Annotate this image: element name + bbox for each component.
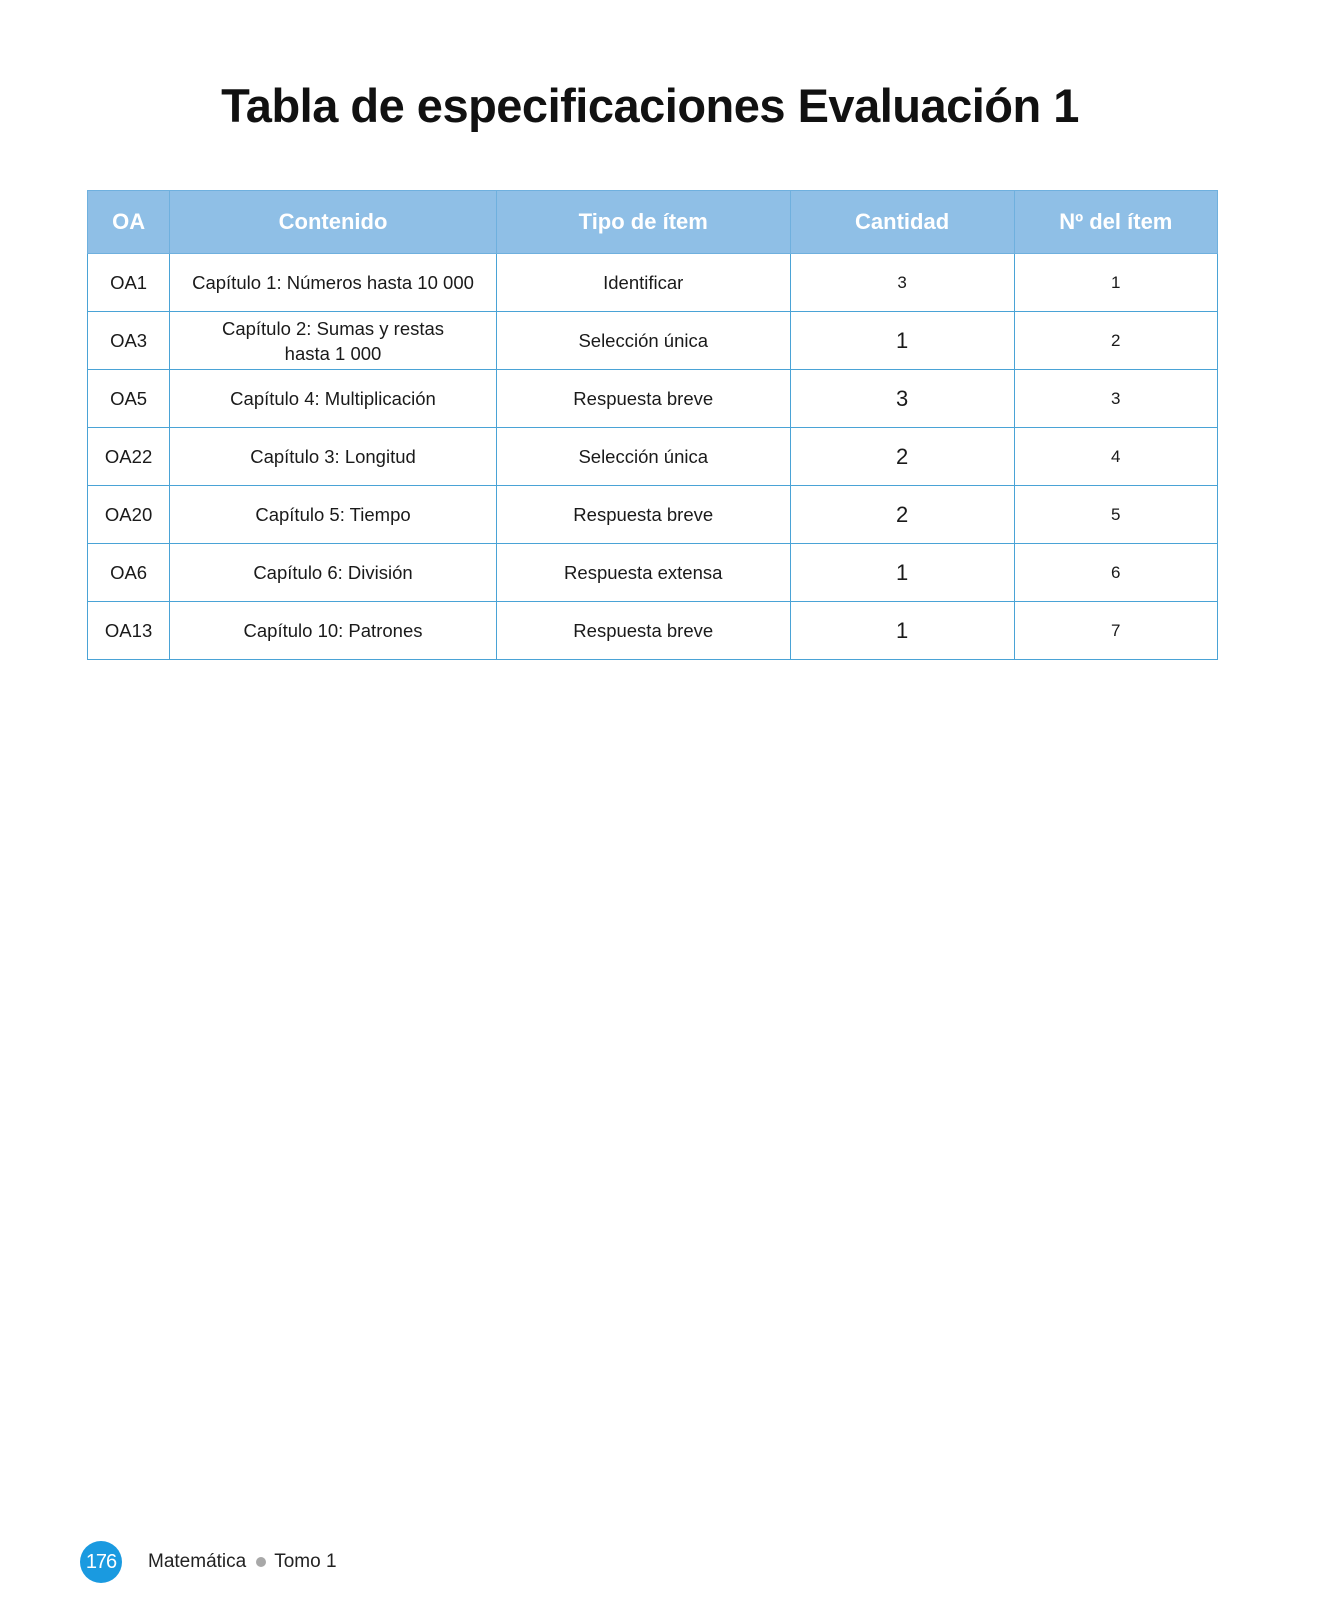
header-oa: OA bbox=[88, 191, 170, 254]
page-number-badge: 176 bbox=[80, 1541, 122, 1583]
cell-oa: OA1 bbox=[88, 254, 170, 312]
header-tipo-item: Tipo de ítem bbox=[496, 191, 790, 254]
cell-cantidad: 2 bbox=[790, 486, 1014, 544]
specifications-table bbox=[87, 190, 1218, 660]
cell-tipo: Respuesta breve bbox=[496, 486, 790, 544]
table-row bbox=[88, 486, 1218, 544]
cell-contenido: Capítulo 3: Longitud bbox=[170, 428, 497, 486]
table-row bbox=[88, 428, 1218, 486]
cell-item: 3 bbox=[1014, 370, 1217, 428]
cell-contenido: Capítulo 6: División bbox=[170, 544, 497, 602]
cell-contenido: Capítulo 10: Patrones bbox=[170, 602, 497, 660]
page-footer bbox=[80, 1541, 337, 1583]
page-title: Tabla de especificaciones Evaluación 1 bbox=[221, 79, 1079, 132]
cell-cantidad: 2 bbox=[790, 428, 1014, 486]
header-numero-item: Nº del ítem bbox=[1014, 191, 1217, 254]
cell-contenido: Capítulo 2: Sumas y restas hasta 1 000 bbox=[170, 312, 497, 370]
cell-contenido: Capítulo 5: Tiempo bbox=[170, 486, 497, 544]
cell-oa: OA20 bbox=[88, 486, 170, 544]
cell-contenido: Capítulo 4: Multiplicación bbox=[170, 370, 497, 428]
table-row bbox=[88, 602, 1218, 660]
cell-item: 1 bbox=[1014, 254, 1217, 312]
table-row bbox=[88, 254, 1218, 312]
cell-oa: OA13 bbox=[88, 602, 170, 660]
bullet-dot-icon bbox=[256, 1557, 266, 1567]
header-contenido: Contenido bbox=[170, 191, 497, 254]
cell-item: 6 bbox=[1014, 544, 1217, 602]
cell-cantidad: 1 bbox=[790, 544, 1014, 602]
table-header-row bbox=[88, 191, 1218, 254]
cell-oa: OA6 bbox=[88, 544, 170, 602]
cell-cantidad: 3 bbox=[790, 254, 1014, 312]
cell-item: 5 bbox=[1014, 486, 1217, 544]
cell-contenido: Capítulo 1: Números hasta 10 000 bbox=[170, 254, 497, 312]
cell-cantidad: 1 bbox=[790, 602, 1014, 660]
table-row bbox=[88, 312, 1218, 370]
cell-oa: OA3 bbox=[88, 312, 170, 370]
cell-cantidad: 3 bbox=[790, 370, 1014, 428]
cell-oa: OA22 bbox=[88, 428, 170, 486]
cell-item: 4 bbox=[1014, 428, 1217, 486]
cell-cantidad: 1 bbox=[790, 312, 1014, 370]
footer-volume: Tomo 1 bbox=[274, 1551, 337, 1572]
header-cantidad: Cantidad bbox=[790, 191, 1014, 254]
cell-item: 7 bbox=[1014, 602, 1217, 660]
cell-item: 2 bbox=[1014, 312, 1217, 370]
footer-subject: Matemática bbox=[148, 1551, 247, 1572]
table-row bbox=[88, 544, 1218, 602]
cell-tipo: Selección única bbox=[496, 312, 790, 370]
cell-oa: OA5 bbox=[88, 370, 170, 428]
cell-tipo: Selección única bbox=[496, 428, 790, 486]
cell-tipo: Respuesta extensa bbox=[496, 544, 790, 602]
cell-tipo: Respuesta breve bbox=[496, 370, 790, 428]
table-row bbox=[88, 370, 1218, 428]
cell-tipo: Respuesta breve bbox=[496, 602, 790, 660]
cell-tipo: Identificar bbox=[496, 254, 790, 312]
